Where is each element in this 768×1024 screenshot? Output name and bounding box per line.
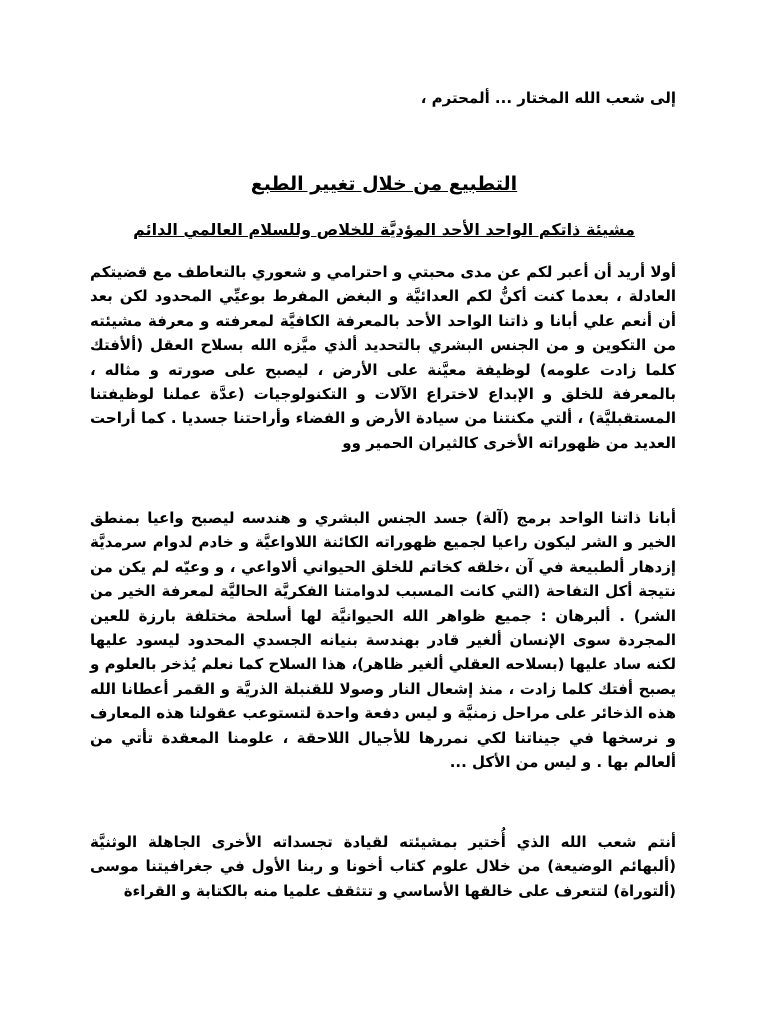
page-title: التطبيع من خلال تغيير الطبع bbox=[250, 173, 518, 195]
paragraph-1: أولا أريد أن أعبر لكم عن مدى محبتي و احترامي و شعوري بالتعاطف مع قضيتكم العادلة ، بعدما كنت أكنُّ لكم العدائيَّة و البغض المفرط بوعيِّي المحدود لكن بعد أن أنعم علي أبانا و ذاتنا الواحد الأحد بالمعرفة الكافيَّة لمعرفته و معرفة مشيئته من التكوين و من الجنس البشري بالتحديد ألذي ميَّزه الله بسلاح العقل (ألأفتك كلما زادت علومه) لوظيفة معيَّنة على الأرض ، ليصبح على صورته و مثاله ، بالمعرفة للخلق و الإبداع لاختراع الآلات و التكنولوجيات (عدَّة عملنا لوظيفتنا المستقبليَّة) ، ألتي مكنتنا من سيادة الأرض و الفضاء وأراحتنا جسديا . كما أراحت العديد من ظهوراته الأخرى كالثيران الحمير وو bbox=[90, 263, 676, 452]
salutation: إلى شعب الله المختار ... ألمحترم ، bbox=[420, 89, 676, 107]
page-subtitle: مشيئة ذاتكم الواحد الأحد المؤديَّة للخلاص وللسلام العالمي الدائم bbox=[133, 220, 635, 239]
paragraph-3: أنتم شعب الله الذي أُختير بمشيئته لقيادة تجسداته الأخرى الجاهلة الوثنيَّة (ألبهائم الوضيعة) من خلال علوم كتاب أخونا و ربنا الأول في جغرافيتنا موسى (ألتوراة) لتتعرف على خالقها الأساسي و تتثقف علميا منه بالكتابة و القراءة bbox=[90, 833, 676, 900]
paragraph-2: أبانا ذاتنا الواحد برمج (آلة) جسد الجنس البشري و هندسه ليصبح واعيا بمنطق الخير و الشر ليكون راعيا لجميع ظهوراته الكائنة اللاواعيَّة و خادم لدوام سرمديَّة إزدهار ألطبيعة في آن ،خلقه كخاتم للخلق الحيواني ألاواعي ، و وعيّه لم يكن من نتيجة أكل التفاحة (التي كانت المسبب لدوامتنا الفكريَّة الحاليَّة لمعرفة الخير من الشر) . ألبرهان : جميع ظواهر الله الحيوانيَّة لها أسلحة مختلفة بارزة للعين المجردة سوى الإنسان ألغير قادر بهندسة بنيانه الجسدي المحدود ليسود عليها لكنه ساد عليها (بسلاحه العقلي ألغير ظاهر)، هذا السلاح كما نعلم يُذخر بالعلوم و يصبح أفتك كلما زادت ، منذ إشعال النار وصولا للقنبلة الذريَّة و القمر أعطانا الله هذه الذخائر على مراحل زمنيَّة و ليس دفعة واحدة لتستوعب عقولنا هذه المعارف و نرسخها في جيناتنا لكي نمررها للأجيال اللاحقة ، علومنا المعقدة تأتي من ألعالم بها . و ليس من الأكل ... bbox=[90, 509, 676, 772]
